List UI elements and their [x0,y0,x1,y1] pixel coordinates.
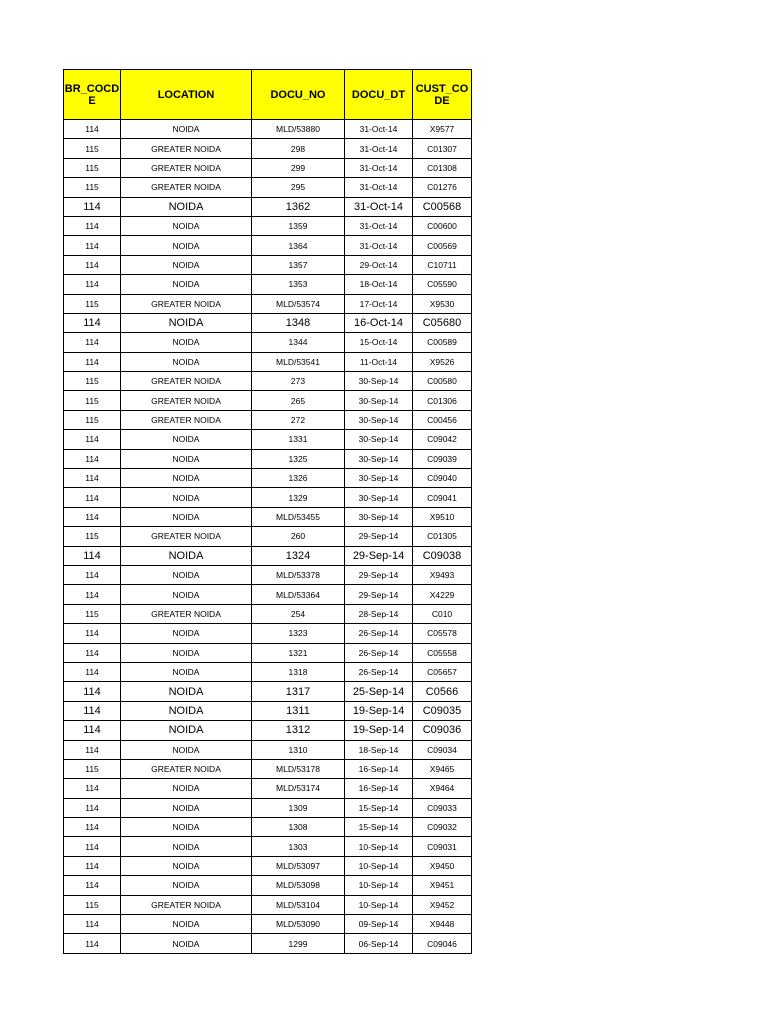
location-cell: GREATER NOIDA [121,759,252,778]
cust-code-cell: X4229 [413,585,472,604]
table-row [64,798,472,817]
docu-dt-cell: 31-Oct-14 [345,178,413,197]
table-row [64,430,472,449]
docu-dt-cell: 30-Sep-14 [345,449,413,468]
docu-dt-cell: 15-Oct-14 [345,333,413,352]
docu-no-cell: 1325 [252,449,345,468]
location-cell: NOIDA [121,701,252,720]
table-row [64,333,472,352]
table-row [64,624,472,643]
docu-dt-cell: 15-Sep-14 [345,818,413,837]
cust-code-cell: C09040 [413,469,472,488]
location-cell: NOIDA [121,585,252,604]
docu-no-cell: 1308 [252,818,345,837]
table-row [64,740,472,759]
location-cell: GREATER NOIDA [121,410,252,429]
docu-dt-cell: 29-Sep-14 [345,565,413,584]
cust-code-cell: X9452 [413,895,472,914]
table-row [64,662,472,681]
br-cocde-cell: 114 [64,565,121,584]
docu-no-cell: MLD/53174 [252,779,345,798]
table-row [64,837,472,856]
br-cocde-cell: 114 [64,701,121,720]
location-cell: GREATER NOIDA [121,158,252,177]
br-cocde-cell: 114 [64,662,121,681]
data-table [63,69,472,954]
location-cell: GREATER NOIDA [121,294,252,313]
cust-code-cell: C09035 [413,701,472,720]
br-cocde-cell: 114 [64,430,121,449]
docu-dt-cell: 31-Oct-14 [345,158,413,177]
docu-no-cell: MLD/53104 [252,895,345,914]
cust-code-cell: C05590 [413,275,472,294]
docu-dt-cell: 30-Sep-14 [345,469,413,488]
docu-dt-cell: 29-Oct-14 [345,255,413,274]
docu-dt-cell: 16-Oct-14 [345,313,413,332]
cust-code-cell: C09032 [413,818,472,837]
docu-no-cell: MLD/53574 [252,294,345,313]
table-row [64,158,472,177]
docu-dt-cell: 30-Sep-14 [345,507,413,526]
docu-no-cell: 1362 [252,197,345,216]
table-row [64,818,472,837]
table-row [64,682,472,701]
docu-dt-cell: 16-Sep-14 [345,779,413,798]
location-cell: GREATER NOIDA [121,527,252,546]
cust-code-cell: C05680 [413,313,472,332]
br-cocde-cell: 114 [64,197,121,216]
br-cocde-cell: 115 [64,604,121,623]
br-cocde-cell: 114 [64,798,121,817]
cust-code-cell: C01306 [413,391,472,410]
location-cell: NOIDA [121,876,252,895]
docu-dt-cell: 29-Sep-14 [345,546,413,565]
cust-code-cell: X9448 [413,915,472,934]
br-cocde-cell: 114 [64,585,121,604]
docu-no-cell: 272 [252,410,345,429]
docu-no-cell: 1299 [252,934,345,953]
docu-no-cell: 1348 [252,313,345,332]
location-cell: NOIDA [121,197,252,216]
location-cell: NOIDA [121,469,252,488]
br-cocde-cell: 115 [64,372,121,391]
docu-dt-cell: 10-Sep-14 [345,856,413,875]
location-cell: NOIDA [121,546,252,565]
docu-no-cell: 1353 [252,275,345,294]
table-row [64,915,472,934]
br-cocde-cell: 114 [64,352,121,371]
docu-dt-cell: 18-Oct-14 [345,275,413,294]
table-row [64,488,472,507]
br-cocde-cell: 114 [64,546,121,565]
cust-code-cell: C09041 [413,488,472,507]
cust-code-cell: C00589 [413,333,472,352]
location-cell: NOIDA [121,779,252,798]
docu-no-cell: MLD/53364 [252,585,345,604]
location-cell: NOIDA [121,624,252,643]
table-body [64,120,472,954]
table-row [64,934,472,953]
br-cocde-cell: 114 [64,449,121,468]
location-cell: GREATER NOIDA [121,391,252,410]
docu-no-cell: 1317 [252,682,345,701]
table-row [64,469,472,488]
docu-dt-cell: 18-Sep-14 [345,740,413,759]
table-row [64,507,472,526]
docu-no-cell: 254 [252,604,345,623]
docu-no-cell: 265 [252,391,345,410]
table-row [64,255,472,274]
docu-dt-cell: 26-Sep-14 [345,662,413,681]
location-cell: NOIDA [121,120,252,139]
table-row [64,372,472,391]
docu-no-cell: MLD/53378 [252,565,345,584]
location-cell: NOIDA [121,275,252,294]
table-row [64,527,472,546]
br-cocde-cell: 114 [64,740,121,759]
cust-code-cell: X9465 [413,759,472,778]
br-cocde-cell: 114 [64,333,121,352]
br-cocde-cell: 114 [64,915,121,934]
br-cocde-cell: 114 [64,275,121,294]
location-cell: NOIDA [121,333,252,352]
br-cocde-cell: 115 [64,158,121,177]
docu-dt-cell: 30-Sep-14 [345,372,413,391]
br-cocde-cell: 114 [64,236,121,255]
table-row [64,721,472,740]
spreadsheet [63,69,472,954]
table-row [64,139,472,158]
location-cell: NOIDA [121,643,252,662]
br-cocde-cell: 114 [64,255,121,274]
docu-no-cell: MLD/53541 [252,352,345,371]
table-row [64,895,472,914]
location-cell: NOIDA [121,662,252,681]
docu-no-cell: MLD/53880 [252,120,345,139]
docu-no-cell: 1364 [252,236,345,255]
docu-dt-cell: 30-Sep-14 [345,391,413,410]
table-row [64,546,472,565]
docu-dt-cell: 26-Sep-14 [345,624,413,643]
br-cocde-cell: 115 [64,895,121,914]
docu-dt-cell: 31-Oct-14 [345,120,413,139]
docu-dt-cell: 31-Oct-14 [345,236,413,255]
br-cocde-cell: 114 [64,856,121,875]
docu-no-cell: MLD/53178 [252,759,345,778]
docu-no-cell: 298 [252,139,345,158]
table-row [64,197,472,216]
cust-code-cell: X9526 [413,352,472,371]
column-header-location: LOCATION [121,70,252,120]
br-cocde-cell: 114 [64,876,121,895]
location-cell: NOIDA [121,255,252,274]
table-row [64,410,472,429]
column-header-br-cocde: BR_COCDE [64,70,121,120]
docu-dt-cell: 16-Sep-14 [345,759,413,778]
location-cell: GREATER NOIDA [121,372,252,391]
location-cell: NOIDA [121,856,252,875]
docu-dt-cell: 09-Sep-14 [345,915,413,934]
docu-dt-cell: 10-Sep-14 [345,876,413,895]
location-cell: NOIDA [121,798,252,817]
column-header-docu-no: DOCU_NO [252,70,345,120]
cust-code-cell: X9451 [413,876,472,895]
docu-no-cell: 299 [252,158,345,177]
docu-dt-cell: 28-Sep-14 [345,604,413,623]
cust-code-cell: C05578 [413,624,472,643]
docu-no-cell: 1310 [252,740,345,759]
cust-code-cell: C0566 [413,682,472,701]
cust-code-cell: C00568 [413,197,472,216]
table-row [64,585,472,604]
docu-dt-cell: 25-Sep-14 [345,682,413,701]
docu-no-cell: 1312 [252,721,345,740]
location-cell: NOIDA [121,507,252,526]
table-row [64,391,472,410]
docu-no-cell: 1324 [252,546,345,565]
br-cocde-cell: 114 [64,469,121,488]
docu-dt-cell: 19-Sep-14 [345,701,413,720]
docu-dt-cell: 29-Sep-14 [345,527,413,546]
cust-code-cell: X9493 [413,565,472,584]
cust-code-cell: X9510 [413,507,472,526]
location-cell: GREATER NOIDA [121,604,252,623]
cust-code-cell: X9450 [413,856,472,875]
cust-code-cell: C09046 [413,934,472,953]
br-cocde-cell: 114 [64,313,121,332]
br-cocde-cell: 115 [64,178,121,197]
docu-dt-cell: 11-Oct-14 [345,352,413,371]
docu-no-cell: 1357 [252,255,345,274]
table-row [64,216,472,235]
docu-dt-cell: 30-Sep-14 [345,410,413,429]
cust-code-cell: C01308 [413,158,472,177]
br-cocde-cell: 114 [64,837,121,856]
docu-no-cell: 1359 [252,216,345,235]
br-cocde-cell: 114 [64,507,121,526]
br-cocde-cell: 115 [64,410,121,429]
docu-dt-cell: 26-Sep-14 [345,643,413,662]
table-row [64,701,472,720]
br-cocde-cell: 115 [64,139,121,158]
cust-code-cell: C01276 [413,178,472,197]
column-header-cust-code: CUST_CODE [413,70,472,120]
docu-dt-cell: 10-Sep-14 [345,895,413,914]
br-cocde-cell: 114 [64,721,121,740]
table-row [64,236,472,255]
br-cocde-cell: 114 [64,682,121,701]
cust-code-cell: X9530 [413,294,472,313]
docu-no-cell: MLD/53090 [252,915,345,934]
br-cocde-cell: 114 [64,643,121,662]
br-cocde-cell: 115 [64,527,121,546]
column-header-docu-dt: DOCU_DT [345,70,413,120]
table-row [64,856,472,875]
br-cocde-cell: 115 [64,759,121,778]
table-row [64,352,472,371]
location-cell: NOIDA [121,216,252,235]
location-cell: NOIDA [121,488,252,507]
docu-no-cell: 295 [252,178,345,197]
location-cell: NOIDA [121,837,252,856]
docu-no-cell: 1309 [252,798,345,817]
location-cell: NOIDA [121,352,252,371]
cust-code-cell: C01305 [413,527,472,546]
cust-code-cell: C01307 [413,139,472,158]
docu-no-cell: MLD/53098 [252,876,345,895]
docu-no-cell: 1331 [252,430,345,449]
table-row [64,876,472,895]
cust-code-cell: C05558 [413,643,472,662]
br-cocde-cell: 114 [64,488,121,507]
cust-code-cell: C00580 [413,372,472,391]
cust-code-cell: C09033 [413,798,472,817]
location-cell: NOIDA [121,934,252,953]
docu-no-cell: 1323 [252,624,345,643]
table-row [64,178,472,197]
table-row [64,643,472,662]
table-row [64,565,472,584]
cust-code-cell: C09039 [413,449,472,468]
table-row [64,779,472,798]
table-row [64,449,472,468]
cust-code-cell: C09038 [413,546,472,565]
cust-code-cell: X9577 [413,120,472,139]
location-cell: NOIDA [121,915,252,934]
cust-code-cell: C09036 [413,721,472,740]
table-row [64,275,472,294]
cust-code-cell: C09042 [413,430,472,449]
location-cell: NOIDA [121,449,252,468]
cust-code-cell: C00600 [413,216,472,235]
location-cell: NOIDA [121,682,252,701]
location-cell: NOIDA [121,721,252,740]
br-cocde-cell: 114 [64,120,121,139]
docu-no-cell: 273 [252,372,345,391]
header-row [64,70,472,120]
cust-code-cell: C010 [413,604,472,623]
location-cell: NOIDA [121,313,252,332]
br-cocde-cell: 114 [64,216,121,235]
docu-no-cell: 1311 [252,701,345,720]
docu-dt-cell: 31-Oct-14 [345,216,413,235]
docu-no-cell: 1321 [252,643,345,662]
cust-code-cell: C10711 [413,255,472,274]
cust-code-cell: X9464 [413,779,472,798]
docu-dt-cell: 31-Oct-14 [345,197,413,216]
br-cocde-cell: 114 [64,934,121,953]
cust-code-cell: C00456 [413,410,472,429]
docu-dt-cell: 30-Sep-14 [345,430,413,449]
location-cell: GREATER NOIDA [121,139,252,158]
table-row [64,313,472,332]
location-cell: NOIDA [121,430,252,449]
docu-dt-cell: 06-Sep-14 [345,934,413,953]
docu-no-cell: 1318 [252,662,345,681]
br-cocde-cell: 114 [64,818,121,837]
docu-no-cell: 260 [252,527,345,546]
location-cell: NOIDA [121,236,252,255]
br-cocde-cell: 114 [64,624,121,643]
location-cell: GREATER NOIDA [121,178,252,197]
docu-dt-cell: 30-Sep-14 [345,488,413,507]
br-cocde-cell: 114 [64,779,121,798]
table-row [64,294,472,313]
cust-code-cell: C05657 [413,662,472,681]
location-cell: NOIDA [121,740,252,759]
br-cocde-cell: 115 [64,391,121,410]
docu-dt-cell: 31-Oct-14 [345,139,413,158]
docu-no-cell: MLD/53097 [252,856,345,875]
location-cell: NOIDA [121,565,252,584]
docu-dt-cell: 19-Sep-14 [345,721,413,740]
docu-no-cell: MLD/53455 [252,507,345,526]
docu-dt-cell: 17-Oct-14 [345,294,413,313]
docu-no-cell: 1303 [252,837,345,856]
br-cocde-cell: 115 [64,294,121,313]
location-cell: GREATER NOIDA [121,895,252,914]
docu-no-cell: 1326 [252,469,345,488]
cust-code-cell: C09031 [413,837,472,856]
location-cell: NOIDA [121,818,252,837]
table-row [64,759,472,778]
table-row [64,120,472,139]
docu-no-cell: 1329 [252,488,345,507]
docu-no-cell: 1344 [252,333,345,352]
table-row [64,604,472,623]
cust-code-cell: C09034 [413,740,472,759]
docu-dt-cell: 15-Sep-14 [345,798,413,817]
docu-dt-cell: 10-Sep-14 [345,837,413,856]
cust-code-cell: C00569 [413,236,472,255]
docu-dt-cell: 29-Sep-14 [345,585,413,604]
